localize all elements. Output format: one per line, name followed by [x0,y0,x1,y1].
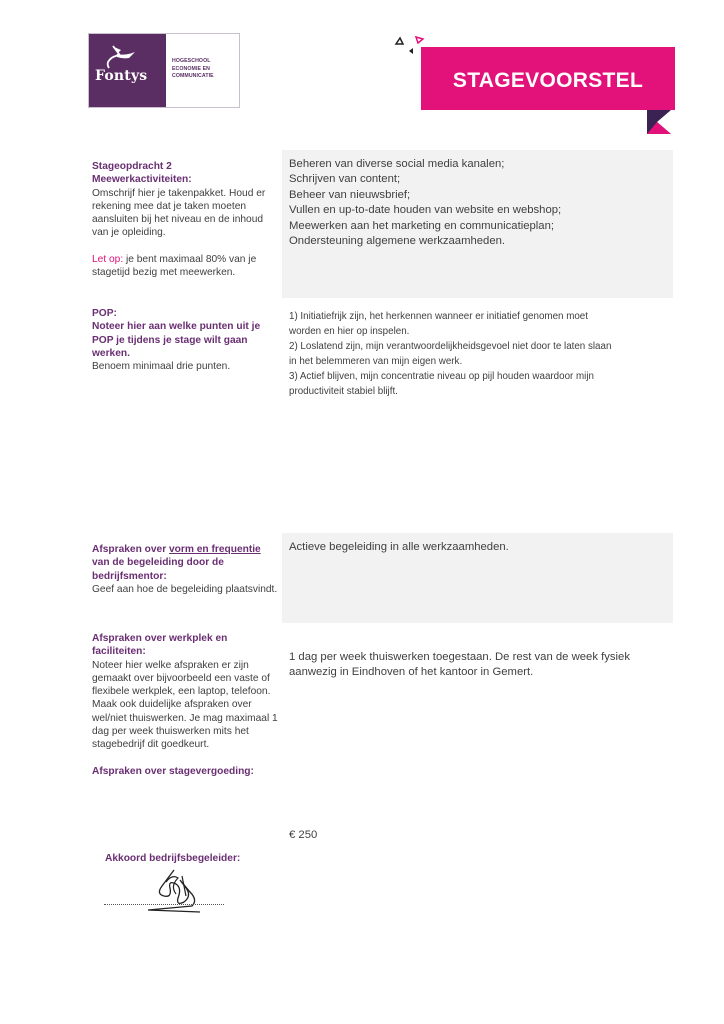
section-description: Benoem minimaal drie punten. [92,361,231,373]
answer-line: worden en hier op inspelen. [289,325,410,337]
page-title: STAGEVOORSTEL [452,68,644,92]
title-part: Afspraken over [92,544,170,555]
signature-icon [142,866,212,916]
section-title [92,543,278,583]
section-subtitle: Noteer hier aan welke punten uit je POP je tijdens je stage wilt gaan werken. [92,321,261,359]
section-description: Omschrijf hier je takenpakket. Houd er rekening mee dat je taken moeten aansluiten bij het niveau en de inhoud van je opleiding. [92,187,266,239]
answer-line: Beheer van nieuwsbrief; [289,188,411,201]
werkplek-answer-field[interactable] [282,643,673,823]
title-banner [421,47,675,110]
stageopdracht-label [92,160,278,279]
fontys-logo [88,33,240,108]
answer-line: Beheren van diverse social media kanalen; [289,158,505,170]
section-description: Geef aan hoe de begeleiding plaatsvindt. [92,583,278,595]
section-title: POP: [92,308,117,319]
logo-line: COMMUNICATIE [172,73,214,79]
answer-line: 3) Actief blijven, mijn concentratie niveau op pijl houden waardoor mijn [289,370,594,382]
title-part: van de begeleiding door de bedrijfsmentor: [92,557,224,582]
signature-line [104,903,224,905]
answer-line: Actieve begeleiding in alle werkzaamheden. [289,541,509,553]
answer-line: 2) Loslatend zijn, mijn verantwoordelijkheidsgevoel niet door te laten slaan [289,340,612,352]
logo-brand: Fontys [95,68,148,84]
answer-line: aanwezig in Eindhoven of het kantoor in Gemert. [289,666,534,679]
answer-line: Meewerken aan het marketing en communicatieplan; [289,219,554,232]
title-underlined: vorm en frequentie [169,544,261,555]
vergoeding-title: Afspraken over stagevergoeding: [92,765,254,777]
vergoeding-value[interactable]: € 250 [289,829,318,841]
note-text: je bent maximaal 80% van je stagetijd bezig met meewerken. [92,253,257,279]
section-title: Stageopdracht 2 [92,161,172,172]
answer-line: Vullen en up-to-date houden van website en webshop; [289,204,562,217]
begeleiding-label [92,543,278,596]
answer-line: 1) Initiatiefrijk zijn, het herkennen wanneer er initiatief genomen moet [289,311,588,322]
fontys-bird-icon [103,44,143,70]
banner-fold-icon [647,110,671,134]
pop-answer-field[interactable] [282,303,673,523]
answer-line: 1 dag per week thuiswerken toegestaan. De rest van de week fysiek [289,651,630,663]
pop-label [92,307,278,373]
section-note [92,253,278,280]
section-description: Noteer hier welke afspraken er zijn gemaakt over bijvoorbeeld een vaste of flexibele werkplek, een laptop, telefoon. Maak ook duidelijke afspraken over wel/niet thuiswerken. Je mag maximaal 1 dag per week thuiswerken mits het stagebedrijf dit goedkeurt. [92,659,278,751]
stageopdracht-answer-field[interactable] [282,150,673,298]
answer-line: productiviteit stabiel blijft. [289,385,398,397]
logo-school-name [166,34,239,107]
logo-line: ECONOMIE EN [172,65,210,72]
logo-mark [89,34,166,107]
section-subtitle: Meewerkactiviteiten: [92,174,192,186]
begeleiding-answer-field[interactable] [282,533,673,623]
answer-line: Ondersteuning algemene werkzaamheden. [289,235,506,248]
answer-line: Schrijven van content; [289,173,401,186]
answer-line: in het belemmeren van mijn eigen werk. [289,355,463,367]
werkplek-label [92,632,278,778]
section-title: Afspraken over werkplek en faciliteiten: [92,633,228,658]
akkoord-label: Akkoord bedrijfsbegeleider: [105,853,241,864]
note-label: Let op: [92,253,124,265]
logo-line: HOGESCHOOL [172,58,211,64]
